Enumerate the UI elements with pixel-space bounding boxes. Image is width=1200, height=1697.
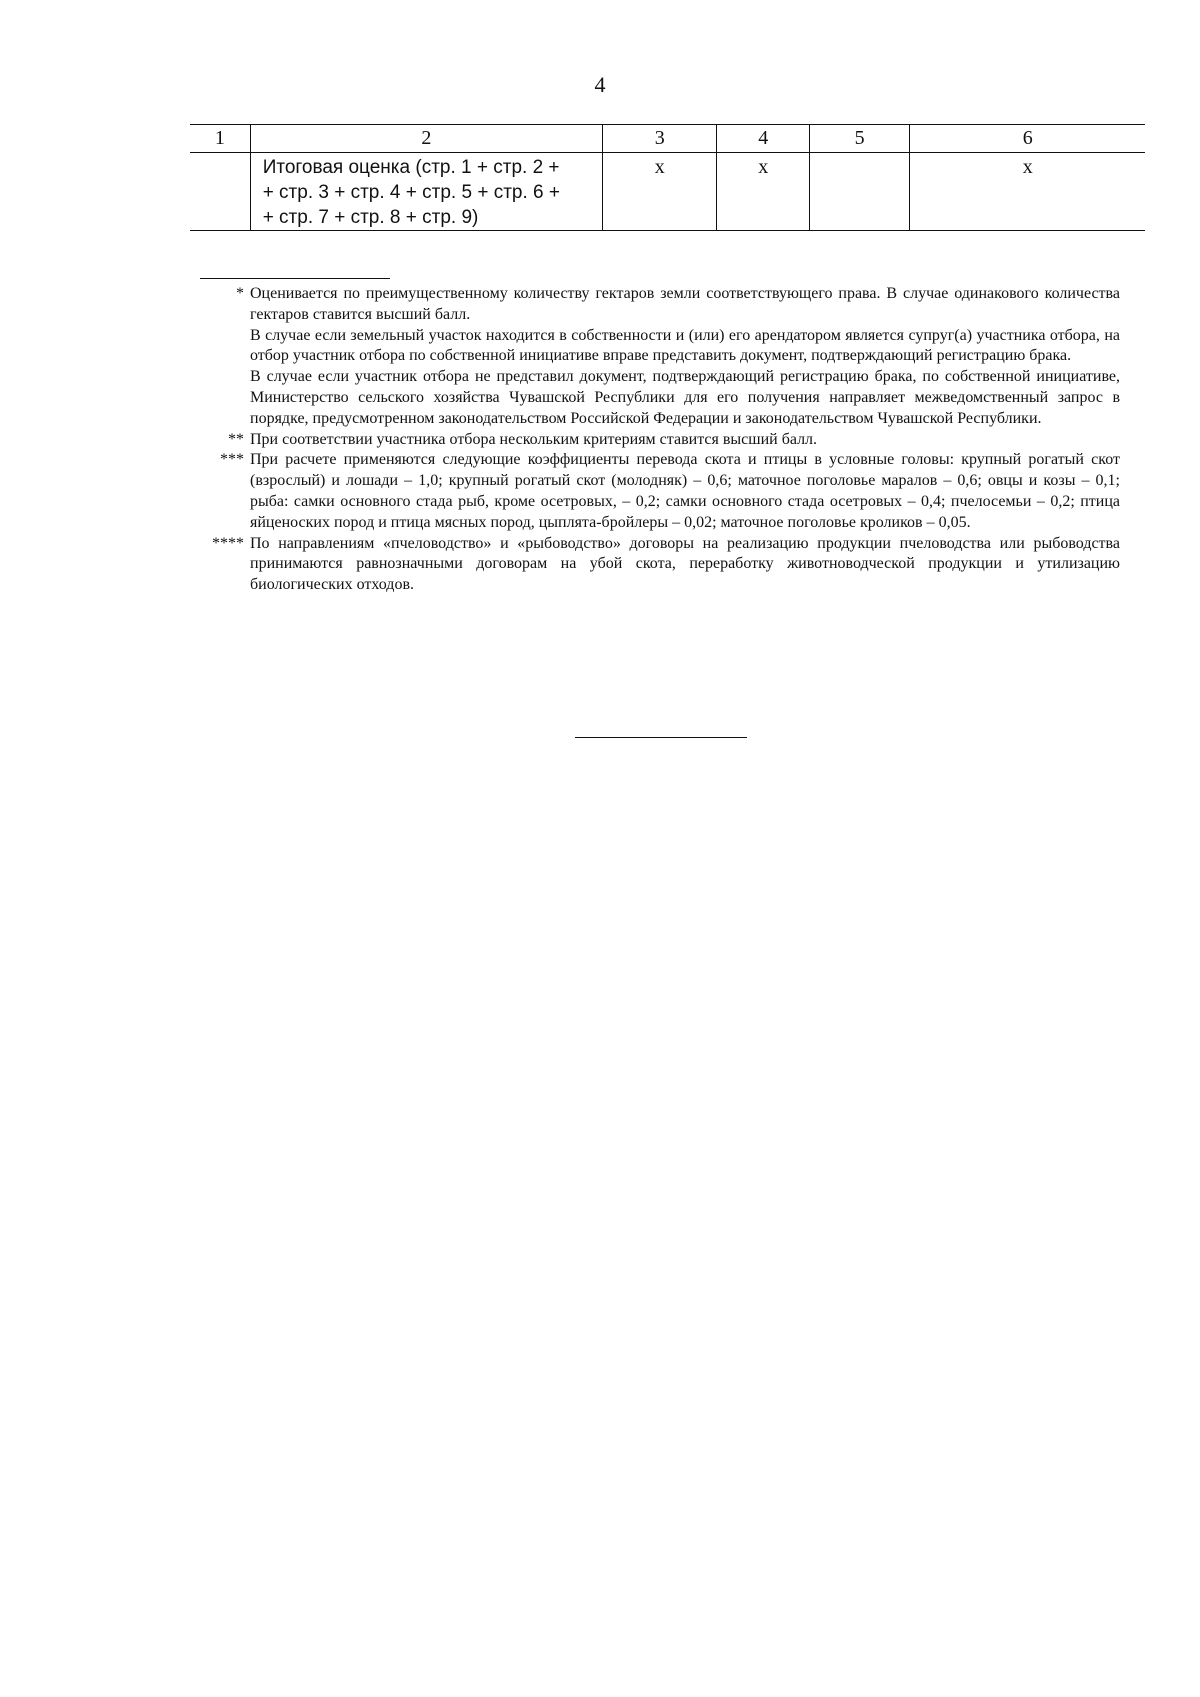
cell-col6: x [910,153,1145,231]
footnote-body [250,450,1120,533]
formula-line: + стр. 3 + стр. 4 + стр. 5 + стр. 6 + [262,182,560,203]
footnote-3 [190,450,1120,533]
page-number: 4 [594,72,606,97]
footnote-paragraph: При расчете применяются следующие коэффициенты перевода скота и птицы в условные головы: крупный рогатый скот (взрослый) и лошади – 1,0; крупный рогатый скот (молодняк) – 0,6; маточное поголовье маралов – 0,6; овцы и козы – 0,1; рыба: самки основного стада рыб, кроме осетровых, – 0,2; самки основного стада осетровых – 0,4; пчелосемьи – 0,2; птица яйценоских пород и птица мясных пород, цыплята-бройлеры – 0,02; маточное поголовье кроликов – 0,05. [250,451,1120,531]
footnote-separator [200,278,390,279]
total-score-formula [250,153,602,231]
footnote-paragraph: Оценивается по преимущественному количеству гектаров земли соответствующего права. В случае одинакового количества гектаров ставится высший балл. [250,285,1120,323]
formula-line: Итоговая оценка (стр. 1 + стр. 2 + [262,157,560,178]
footnote-body [250,284,1120,430]
cell-col4: x [717,153,809,231]
cell-col3: x [603,153,717,231]
column-number-4: 4 [717,125,809,153]
footnote-marker: *** [220,451,244,469]
end-of-document-rule [575,737,747,738]
footnote-paragraph: В случае если земельный участок находится в собственности и (или) его арендатором является супруг(а) участника отбора, на отбор участник отбора по собственной инициативе вправе представить документ, подтверждающий регистрацию брака. [250,326,1120,365]
footnote-paragraph: При соответствии участника отбора нескольким критериям ставится высший балл. [250,430,818,448]
footnote-marker: * [236,285,244,302]
footnote-paragraph: По направлениям «пчеловодство» и «рыбоводство» договоры на реализацию продукции пчеловодства или рыбоводства принимаются равнозначными договорам на убой скота, переработку животноводческой продукции и утилизацию биологических отходов. [250,534,1120,594]
footnote-body [250,534,1120,596]
table-row [190,153,1145,231]
cell-col5 [809,153,909,231]
column-number-6: 6 [910,125,1145,153]
column-number-2: 2 [250,125,602,153]
column-number-3: 3 [603,125,717,153]
footnote-4 [190,534,1120,596]
footnote-marker: ** [228,430,244,448]
score-table [190,124,1145,231]
footnotes [190,284,1120,596]
footnote-marker: **** [212,534,244,552]
footnote-2 [190,430,1120,451]
table-header-row [190,125,1145,153]
footnote-1 [190,284,1120,430]
column-number-5: 5 [809,125,909,153]
column-number-1: 1 [190,125,250,153]
cell-col1 [190,153,250,231]
formula-line: + стр. 7 + стр. 8 + стр. 9) [262,207,479,228]
footnote-body [250,430,1120,451]
footnote-paragraph: В случае если участник отбора не представил документ, подтверждающий регистрацию брака, по собственной инициативе, Министерство сельского хозяйства Чувашской Республики для его получения направляет межведомственный запрос в порядке, предусмотренном законодательством Российской Федерации и законодательством Чувашской Республики. [250,368,1120,427]
